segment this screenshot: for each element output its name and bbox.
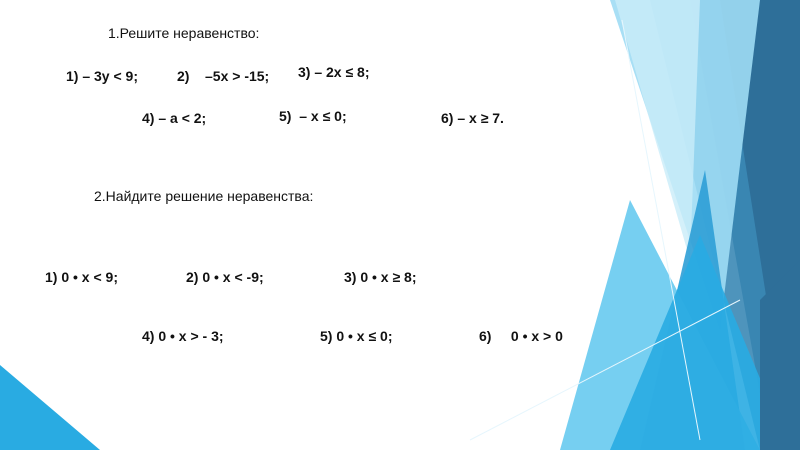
section2-item-3: 3) 0 • x ≥ 8; [344, 269, 417, 285]
section2-item-6: 6) 0 • x > 0 [479, 328, 563, 344]
section1-item-5: 5) – x ≤ 0; [279, 108, 347, 124]
section1-item-6: 6) – x ≥ 7. [441, 110, 504, 126]
section2-item-5: 5) 0 • x ≤ 0; [320, 328, 393, 344]
section1-item-2: 2) –5x > -15; [177, 68, 270, 84]
section1-item-4: 4) – a < 2; [142, 110, 207, 126]
section1-item-3: 3) – 2x ≤ 8; [298, 64, 370, 80]
section2-item-1: 1) 0 • x < 9; [45, 269, 118, 285]
section2-item-2: 2) 0 • x < -9; [186, 269, 264, 285]
section1-title: 1.Решите неравенство: [108, 25, 260, 41]
section2-item-4: 4) 0 • x > - 3; [142, 328, 224, 344]
section1-item-1: 1) – 3y < 9; [66, 68, 138, 84]
section2-title: 2.Найдите решение неравенства: [94, 188, 314, 204]
